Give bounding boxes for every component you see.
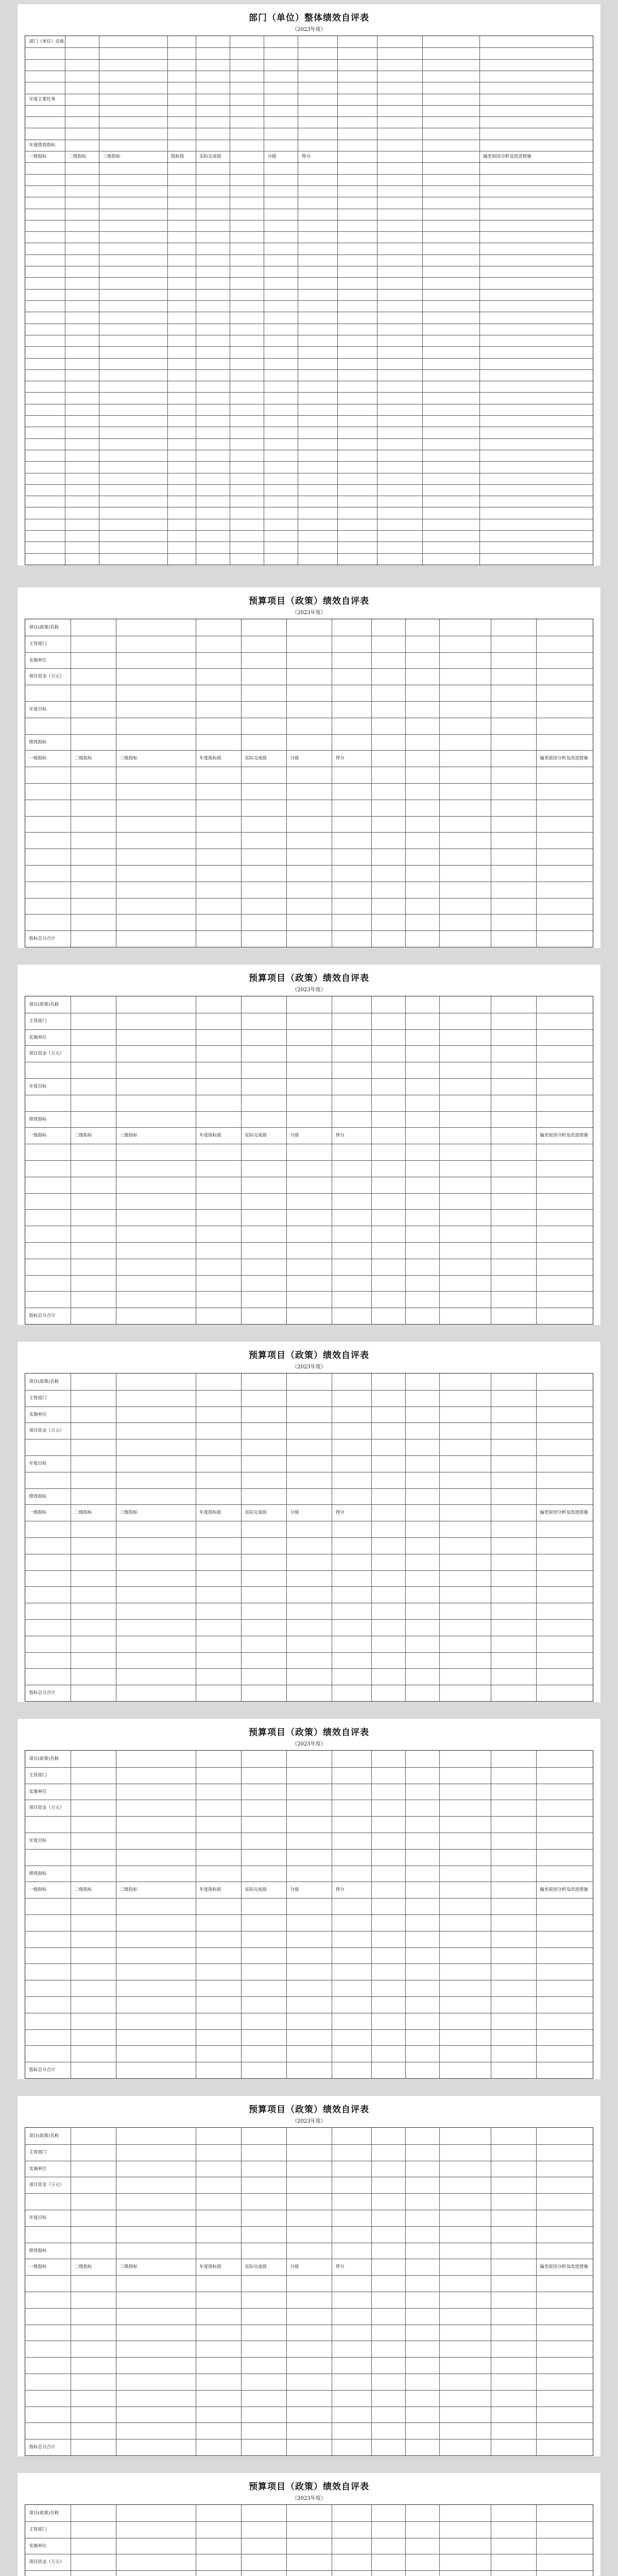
header-cell: 得分	[335, 1510, 345, 1516]
header-cell: 绩效指标	[29, 1871, 47, 1876]
table-row	[25, 2193, 593, 2194]
table-column-rule	[286, 2128, 287, 2455]
header-cell: 年度指标值	[199, 1887, 221, 1893]
table-column-rule	[241, 619, 242, 947]
header-cell: 指标值	[171, 154, 184, 160]
table-row	[25, 2226, 593, 2227]
table-row	[25, 1570, 593, 1571]
table-row	[25, 734, 593, 735]
header-cell: 二级指标	[74, 756, 92, 761]
table-row	[25, 1652, 593, 1653]
table-row	[25, 1160, 593, 1161]
project-evaluation-sheet	[18, 1342, 600, 1702]
header-cell: 指标总分合计	[29, 1690, 56, 1696]
header-cell: 偏差原因分析及改进措施	[540, 2264, 588, 2270]
header-cell: 一级指标	[29, 756, 47, 761]
table-column-rule	[439, 2128, 440, 2455]
header-cell: 一级指标	[29, 1510, 47, 1516]
table-row	[25, 1422, 593, 1423]
table-column-rule	[439, 1374, 440, 1701]
header-cell: 一级指标	[29, 1133, 47, 1139]
table-row	[25, 289, 593, 290]
table-column-rule	[405, 2505, 406, 2576]
project-evaluation-sheet	[18, 2473, 600, 2576]
evaluation-table	[25, 619, 593, 947]
header-cell: 得分	[335, 1887, 345, 1893]
table-column-rule	[405, 1751, 406, 2078]
table-row	[25, 652, 593, 653]
header-cell: 绩效指标	[29, 1116, 47, 1122]
header-cell: 年度主要任务	[29, 96, 56, 102]
table-column-rule	[536, 996, 537, 1324]
table-row	[25, 832, 593, 833]
table-column-rule	[241, 1751, 242, 2078]
header-cell: 二级指标	[74, 1887, 92, 1893]
header-cell: 三级指标	[119, 2264, 138, 2270]
header-cell: 分值	[290, 1887, 299, 1893]
header-cell: 实施单位	[29, 1412, 47, 1417]
table-row	[25, 484, 593, 485]
table-row	[25, 392, 593, 393]
table-column-rule	[167, 36, 168, 565]
table-row	[25, 668, 593, 669]
header-cell: 项目(政策)名称	[29, 1002, 59, 1007]
table-column-rule	[286, 2505, 287, 2576]
project-evaluation-sheet	[18, 587, 600, 948]
table-column-rule	[371, 619, 372, 947]
table-column-rule	[371, 996, 372, 1324]
table-row	[25, 930, 593, 931]
header-cell: 偏差原因分析及改进措施	[540, 1887, 588, 1893]
table-row	[25, 2275, 593, 2276]
table-column-rule	[405, 619, 406, 947]
header-cell: 指标总分合计	[29, 2067, 56, 2073]
table-row	[25, 47, 593, 48]
header-cell: 三级指标	[119, 1510, 138, 1516]
sheet-year: （2023年度）	[292, 2496, 326, 2501]
header-cell: 年度目标	[29, 1838, 47, 1843]
table-row	[25, 898, 593, 899]
header-cell: 年度指标值	[199, 1133, 221, 1139]
header-cell: 年度目标	[29, 1461, 47, 1466]
table-row	[25, 300, 593, 301]
sheet-year: （2023年度）	[292, 2119, 326, 2124]
header-cell: 偏差原因分析及改进措施	[483, 154, 531, 160]
header-cell: 年度指标值	[199, 756, 221, 761]
table-row	[25, 2521, 593, 2522]
header-cell: 绩效指标	[29, 739, 47, 745]
evaluation-table	[25, 1750, 593, 2079]
header-cell: 项目(政策)名称	[29, 2510, 59, 2516]
header-cell: 主管部门	[29, 2149, 47, 2155]
table-row	[25, 1291, 593, 1292]
table-row	[25, 231, 593, 232]
table-row	[25, 1767, 593, 1768]
header-cell: 一级指标	[29, 1887, 47, 1893]
header-cell: 分值	[290, 1133, 299, 1139]
project-evaluation-sheet	[18, 964, 600, 1325]
table-row	[25, 541, 593, 542]
header-cell: 指标总分合计	[29, 936, 56, 942]
sheet-title: 预算项目（政策）绩效自评表	[249, 2482, 369, 2492]
table-column-rule	[405, 996, 406, 1324]
header-cell: 实际完成值	[245, 1133, 267, 1139]
evaluation-table	[25, 2504, 593, 2576]
header-cell: 年度目标	[29, 1083, 47, 1089]
table-row	[25, 185, 593, 186]
table-row	[25, 116, 593, 117]
header-cell: 分值	[290, 2264, 299, 2270]
table-column-rule	[371, 2505, 372, 2576]
header-cell: 三级指标	[119, 1133, 138, 1139]
header-cell: 分值	[290, 1510, 299, 1516]
table-row	[25, 438, 593, 439]
table-row	[25, 1504, 593, 1505]
table-column-rule	[286, 996, 287, 1324]
table-row	[25, 1898, 593, 1899]
table-row	[25, 59, 593, 60]
evaluation-table	[25, 36, 593, 565]
table-column-rule	[286, 619, 287, 947]
table-row	[25, 415, 593, 416]
sheet-title: 部门（单位）整体绩效自评表	[249, 13, 369, 23]
header-cell: 一级指标	[29, 154, 47, 160]
header-cell: 项目资金（万元）	[29, 1805, 64, 1811]
table-row	[25, 1537, 593, 1538]
table-column-rule	[241, 2128, 242, 2455]
table-column-rule	[439, 2505, 440, 2576]
header-cell: 项目(政策)名称	[29, 1756, 59, 1761]
table-row	[25, 701, 593, 702]
header-cell: 主管部门	[29, 641, 47, 647]
table-row	[25, 2422, 593, 2423]
header-cell: 项目资金（万元）	[29, 2560, 64, 2565]
table-row	[25, 1406, 593, 1407]
table-column-rule	[337, 36, 338, 565]
table-column-rule	[479, 36, 480, 565]
header-cell: 实施单位	[29, 1035, 47, 1040]
table-row	[25, 1078, 593, 1079]
table-column-rule	[536, 2128, 537, 2455]
table-row	[25, 277, 593, 278]
table-row	[25, 553, 593, 554]
table-row	[25, 105, 593, 106]
table-column-rule	[241, 1374, 242, 1701]
header-cell: 绩效指标	[29, 2248, 47, 2253]
table-row	[25, 1963, 593, 1964]
sheet-year: （2023年度）	[292, 987, 326, 993]
header-cell: 实际完成值	[245, 1887, 267, 1893]
header-cell: 主管部门	[29, 1772, 47, 1778]
table-column-rule	[371, 2128, 372, 2455]
table-row	[25, 1242, 593, 1243]
table-row	[25, 1029, 593, 1030]
table-row	[25, 1390, 593, 1391]
header-cell: 项目(政策)名称	[29, 2133, 59, 2139]
header-cell: 二级指标	[68, 154, 87, 160]
table-column-rule	[536, 2505, 537, 2576]
sheet-title: 预算项目（政策）绩效自评表	[249, 596, 369, 606]
table-column-rule	[371, 1374, 372, 1701]
table-row	[25, 369, 593, 370]
table-row	[25, 1586, 593, 1587]
sheet-title: 预算项目（政策）绩效自评表	[249, 2105, 369, 2115]
header-cell: 实际完成值	[199, 154, 221, 160]
header-cell: 得分	[301, 154, 311, 160]
table-row	[25, 2029, 593, 2030]
table-row	[25, 1619, 593, 1620]
sheet-title: 预算项目（政策）绩效自评表	[249, 1727, 369, 1738]
table-row	[25, 1914, 593, 1915]
table-column-rule	[241, 996, 242, 1324]
table-row	[25, 2144, 593, 2145]
evaluation-table	[25, 996, 593, 1325]
table-row	[25, 1193, 593, 1194]
table-row	[25, 2357, 593, 2358]
table-row	[25, 2390, 593, 2391]
table-row	[25, 1111, 593, 1112]
header-cell: 实施单位	[29, 657, 47, 663]
table-row	[25, 174, 593, 175]
header-cell: 偏差原因分析及改进措施	[540, 756, 588, 761]
table-column-rule	[536, 1751, 537, 2078]
table-row	[25, 2308, 593, 2309]
header-cell: 三级指标	[119, 756, 138, 761]
sheet-year: （2023年度）	[292, 1741, 326, 1747]
table-row	[25, 530, 593, 531]
header-cell: 主管部门	[29, 2527, 47, 2532]
table-row	[25, 1045, 593, 1046]
header-cell: 项目资金（万元）	[29, 674, 64, 680]
header-cell: 实施单位	[29, 2543, 47, 2549]
table-row	[25, 1127, 593, 1128]
header-cell: 三级指标	[119, 1887, 138, 1893]
table-column-rule	[439, 619, 440, 947]
table-column-rule	[286, 1751, 287, 2078]
table-row	[25, 2406, 593, 2407]
header-cell: 偏差原因分析及改进措施	[540, 1510, 588, 1516]
table-column-rule	[405, 2128, 406, 2455]
table-row	[25, 783, 593, 784]
header-cell: 项目资金（万元）	[29, 2182, 64, 2188]
sheet-year: （2023年度）	[292, 1364, 326, 1370]
table-column-rule	[439, 996, 440, 1324]
header-cell: 指标总分合计	[29, 2445, 56, 2450]
header-cell: 项目资金（万元）	[29, 1051, 64, 1057]
table-row	[25, 2045, 593, 2046]
table-row	[25, 1849, 593, 1850]
project-evaluation-sheet	[18, 1719, 600, 2079]
header-cell: 分值	[290, 756, 299, 761]
table-row	[25, 1455, 593, 1456]
table-column-rule	[536, 1374, 537, 1701]
header-cell: 项目(政策)名称	[29, 1379, 59, 1384]
header-cell: 项目(政策)名称	[29, 624, 59, 630]
sheet-year: （2023年度）	[292, 27, 326, 32]
header-cell: 实施单位	[29, 2166, 47, 2172]
table-row	[25, 220, 593, 221]
table-row	[25, 461, 593, 462]
department-evaluation-sheet	[18, 4, 600, 566]
table-column-rule	[439, 1751, 440, 2078]
header-cell: 实际完成值	[245, 2264, 267, 2270]
header-cell: 主管部门	[29, 1018, 47, 1024]
table-row	[25, 1668, 593, 1669]
table-row	[25, 1947, 593, 1948]
header-cell: 年度目标	[29, 706, 47, 712]
header-cell: 绩效指标	[29, 1494, 47, 1499]
project-evaluation-sheet	[18, 2096, 600, 2456]
header-cell: 二级指标	[74, 1133, 92, 1139]
table-row	[25, 1996, 593, 1997]
header-cell: 实际完成值	[245, 1510, 267, 1516]
header-cell: 二级指标	[74, 2264, 92, 2270]
table-column-rule	[371, 1751, 372, 2078]
table-row	[25, 1488, 593, 1489]
header-cell: 年度指标值	[199, 2264, 221, 2270]
table-row	[25, 1275, 593, 1276]
header-cell: 主管部门	[29, 1395, 47, 1401]
header-cell: 实施单位	[29, 1789, 47, 1794]
header-cell: 项目资金（万元）	[29, 1428, 64, 1434]
table-row	[25, 865, 593, 866]
evaluation-table	[25, 1373, 593, 1702]
evaluation-table	[25, 2127, 593, 2456]
table-row	[25, 346, 593, 347]
sheet-title: 预算项目（政策）绩效自评表	[249, 973, 369, 984]
table-row	[25, 2570, 593, 2571]
header-cell: 实际完成值	[245, 756, 267, 761]
table-column-rule	[405, 1374, 406, 1701]
header-cell: 指标总分合计	[29, 1313, 56, 1319]
table-row	[25, 816, 593, 817]
table-row	[25, 1816, 593, 1817]
sheet-title: 预算项目（政策）绩效自评表	[249, 1350, 369, 1361]
header-cell: 年度指标值	[199, 1510, 221, 1516]
header-cell: 一级指标	[29, 2264, 47, 2270]
table-row	[25, 1209, 593, 1210]
header-cell: 得分	[335, 2264, 345, 2270]
sheet-year: （2023年度）	[292, 610, 326, 616]
table-row	[25, 750, 593, 751]
header-cell: 部门（单位）名称	[29, 39, 64, 45]
header-cell: 年度目标	[29, 2215, 47, 2221]
header-cell: 二级指标	[74, 1510, 92, 1516]
table-row	[25, 162, 593, 163]
header-cell: 三级指标	[102, 154, 121, 160]
table-column-rule	[422, 36, 423, 565]
header-cell: 得分	[335, 756, 345, 761]
table-column-rule	[286, 1374, 287, 1701]
header-cell: 年度绩效指标	[29, 142, 56, 148]
header-cell: 分值	[267, 154, 277, 160]
header-cell: 得分	[335, 1133, 345, 1139]
table-row	[25, 358, 593, 359]
table-column-rule	[241, 2505, 242, 2576]
header-cell: 偏差原因分析及改进措施	[540, 1133, 588, 1139]
table-column-rule	[536, 619, 537, 947]
